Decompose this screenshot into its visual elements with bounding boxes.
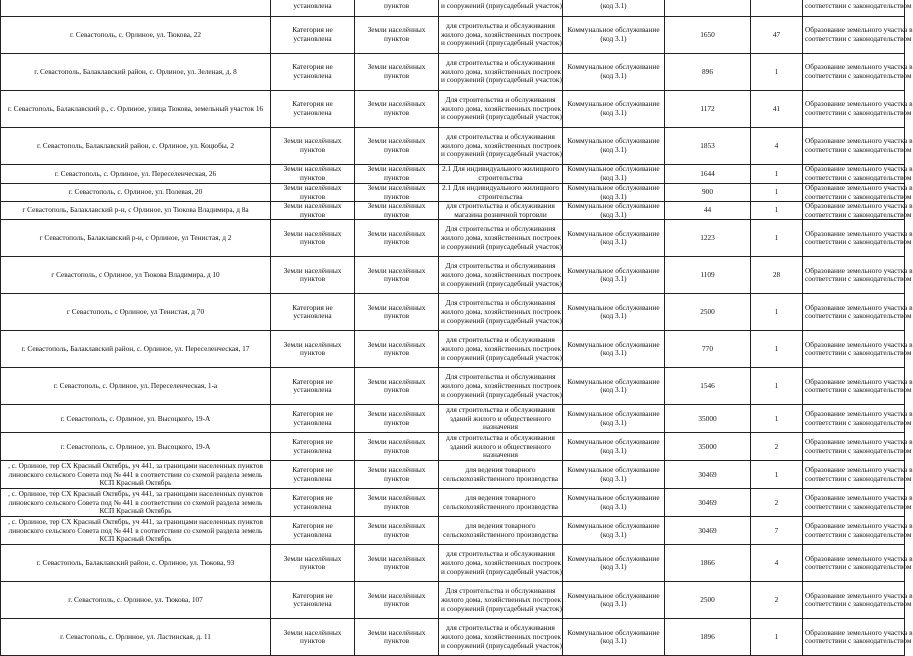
cell-code: Коммунальное обслуживание (код 3.1) xyxy=(563,257,665,294)
cell-use: Для строительства и обслуживания жилого дома, хозяйственных построек и сооружений (приусадебный участок) xyxy=(439,368,563,405)
cell-num: 1 xyxy=(751,461,803,489)
cell-code: Коммунальное обслуживание (код 3.1) xyxy=(563,433,665,461)
cell-code: Коммунальное обслуживание (код 3.1) xyxy=(563,619,665,656)
cell-note: Образование земельного участка в соответствии с законодательством xyxy=(803,202,905,220)
cell-num: 7 xyxy=(751,517,803,545)
cell-address: г. Севастополь, Балаклавский район, с. Орлиное, ул. Переселенческая, 17 xyxy=(1,331,271,368)
cell-code: Коммунальное обслуживание (код 3.1) xyxy=(563,405,665,433)
cell-address: г. Севастополь, с. Орлиное, ул. Ластинская, д. 11 xyxy=(1,619,271,656)
cell-num: 4 xyxy=(751,128,803,165)
cell-use: для строительства и обслуживания жилого дома, хозяйственных построек и сооружений (приусадебный участок) xyxy=(439,128,563,165)
cell-address: г. Севастополь, Балаклавский район, с. Орлиное, ул. Коцюбы, 2 xyxy=(1,128,271,165)
cell-address: г. Севастополь, с. Орлиное, ул. Переселенческая, 26 xyxy=(1,165,271,184)
cell-use: для ведения товарного сельскохозяйственного производства xyxy=(439,517,563,545)
cell-category: Земли населённых пунктов xyxy=(271,128,355,165)
cell-code: Коммунальное обслуживание (код 3.1) xyxy=(563,165,665,184)
cell-category: Категория не установлена xyxy=(271,368,355,405)
cell-num: 1 xyxy=(751,54,803,91)
cell-address xyxy=(1,0,271,17)
cell-category: Земли населённых пунктов xyxy=(271,165,355,184)
table-row xyxy=(1,461,905,489)
cell-code: (код 3.1) xyxy=(563,0,665,17)
cell-address: г Севастополь, с Орлиное, ул Тюкова Владимира, д 10 xyxy=(1,257,271,294)
cell-use: для строительства и обслуживания зданий жилого и общественного назначения xyxy=(439,405,563,433)
cell-category: Земли населённых пунктов xyxy=(271,331,355,368)
cell-kind: Земли населённых пунктов xyxy=(355,619,439,656)
cell-area: 1650 xyxy=(665,17,751,54)
cell-address: г Севастополь, Балаклавский р-н, с Орлиное, ул Тенистая, д 2 xyxy=(1,220,271,257)
cell-address: г Севастополь, с Орлиное, ул Тенистая, д 70 xyxy=(1,294,271,331)
cell-address: г. Севастополь, с. Орлиное, ул. Переселенческая, 1-а xyxy=(1,368,271,405)
cell-num: 2 xyxy=(751,489,803,517)
cell-kind: Земли населённых пунктов xyxy=(355,433,439,461)
cell-use: Для строительства и обслуживания жилого дома, хозяйственных построек и сооружений (приусадебный участок) xyxy=(439,91,563,128)
cell-use: и сооружений (приусадебный участок) xyxy=(439,0,563,17)
cell-use: для строительства и обслуживания жилого дома, хозяйственных построек и сооружений (приусадебный участок) xyxy=(439,54,563,91)
table-row xyxy=(1,17,905,54)
cell-note: Образование земельного участка в соответствии с законодательством xyxy=(803,405,905,433)
cell-num: 2 xyxy=(751,582,803,619)
table-row xyxy=(1,294,905,331)
cell-area: 2500 xyxy=(665,294,751,331)
cell-use: Для строительства и обслуживания жилого дома, хозяйственных построек и сооружений (приусадебный участок) xyxy=(439,294,563,331)
cell-kind: Земли населённых пунктов xyxy=(355,128,439,165)
cell-kind: Земли населённых пунктов xyxy=(355,220,439,257)
table-row xyxy=(1,619,905,656)
cell-area: 35000 xyxy=(665,433,751,461)
cell-area: 1896 xyxy=(665,619,751,656)
cell-num: 1 xyxy=(751,202,803,220)
cell-address: г. Севастополь, с. Орлиное, ул. Высоцкого, 19-А xyxy=(1,433,271,461)
cell-num: 1 xyxy=(751,184,803,202)
cell-address: г. Севастополь, Балаклавский р., с. Орлиное, улица Тюкова, земельный участок 16 xyxy=(1,91,271,128)
cell-note: Образование земельного участка в соответствии с законодательством xyxy=(803,368,905,405)
cell-num: 1 xyxy=(751,405,803,433)
cell-area: 1853 xyxy=(665,128,751,165)
cell-code: Коммунальное обслуживание (код 3.1) xyxy=(563,461,665,489)
cell-code: Коммунальное обслуживание (код 3.1) xyxy=(563,220,665,257)
table-row xyxy=(1,582,905,619)
cell-area: 1109 xyxy=(665,257,751,294)
cell-category: Категория не установлена xyxy=(271,91,355,128)
cell-area: 35000 xyxy=(665,405,751,433)
cell-kind: Земли населённых пунктов xyxy=(355,331,439,368)
cell-note: Образование земельного участка в соответствии с законодательством xyxy=(803,517,905,545)
cell-kind: Земли населённых пунктов xyxy=(355,202,439,220)
table-row-partial xyxy=(1,0,905,17)
cell-code: Коммунальное обслуживание (код 3.1) xyxy=(563,294,665,331)
cell-category: Категория не установлена xyxy=(271,405,355,433)
cell-area: 1644 xyxy=(665,165,751,184)
cell-note: Образование земельного участка в соответствии с законодательством xyxy=(803,331,905,368)
cell-area: 30469 xyxy=(665,517,751,545)
cell-use: для строительства и обслуживания жилого дома, хозяйственных построек и сооружений (приусадебный участок) xyxy=(439,17,563,54)
table-row xyxy=(1,489,905,517)
table-row xyxy=(1,220,905,257)
cell-code: Коммунальное обслуживание (код 3.1) xyxy=(563,517,665,545)
cell-num: 1 xyxy=(751,165,803,184)
table-row xyxy=(1,545,905,582)
cell-note: Образование земельного участка в соответствии с законодательством xyxy=(803,582,905,619)
cell-code: Коммунальное обслуживание (код 3.1) xyxy=(563,582,665,619)
cell-note: Образование земельного участка в соответствии с законодательством xyxy=(803,257,905,294)
cell-area: 30469 xyxy=(665,489,751,517)
cell-address: г. Севастополь, с. Орлиное, ул. Высоцкого, 19-А xyxy=(1,405,271,433)
cell-kind: Земли населённых пунктов xyxy=(355,545,439,582)
cell-kind: Земли населённых пунктов xyxy=(355,405,439,433)
cell-num: 1 xyxy=(751,368,803,405)
cell-address: г. Севастополь, с. Орлиное, ул. Тюкова, 22 xyxy=(1,17,271,54)
cell-address: г. Севастополь, с. Орлиное, ул. Тюкова, 107 xyxy=(1,582,271,619)
cell-kind: Земли населённых пунктов xyxy=(355,184,439,202)
cell-note: Образование земельного участка в соответствии с законодательством xyxy=(803,165,905,184)
cell-note: Образование земельного участка в соответствии с законодательством xyxy=(803,128,905,165)
cell-use: 2.1 Для индивидуального жилищного строительства xyxy=(439,165,563,184)
cell-area: 30469 xyxy=(665,461,751,489)
cell-area xyxy=(665,0,751,17)
cell-use: для строительства и обслуживания магазина розничной торговли xyxy=(439,202,563,220)
table-row xyxy=(1,91,905,128)
cell-area: 1866 xyxy=(665,545,751,582)
cell-category: Земли населённых пунктов xyxy=(271,184,355,202)
cell-num: 2 xyxy=(751,433,803,461)
cell-category: Категория не установлена xyxy=(271,461,355,489)
cell-use: для строительства и обслуживания жилого дома, хозяйственных построек и сооружений (приусадебный участок) xyxy=(439,619,563,656)
cell-num: 4 xyxy=(751,545,803,582)
cell-note: Образование земельного участка в соответствии с законодательством xyxy=(803,461,905,489)
table-row xyxy=(1,517,905,545)
cell-note: Образование земельного участка в соответствии с законодательством xyxy=(803,54,905,91)
cell-kind: Земли населённых пунктов xyxy=(355,517,439,545)
cell-kind: пунктов xyxy=(355,0,439,17)
cell-address: г. Севастополь, Балаклавский район, с. Орлиное, ул. Тюкова, 93 xyxy=(1,545,271,582)
cell-use: для ведения товарного сельскохозяйственного производства xyxy=(439,461,563,489)
cell-category: Земли населённых пунктов xyxy=(271,257,355,294)
cell-category: Категория не установлена xyxy=(271,433,355,461)
table-row xyxy=(1,184,905,202)
cell-note: Образование земельного участка в соответствии с законодательством xyxy=(803,91,905,128)
table-row xyxy=(1,331,905,368)
table-row xyxy=(1,257,905,294)
cell-use: для строительства и обслуживания жилого дома, хозяйственных построек и сооружений (приусадебный участок) xyxy=(439,331,563,368)
cell-num: 47 xyxy=(751,17,803,54)
cell-kind: Земли населённых пунктов xyxy=(355,294,439,331)
cell-kind: Земли населённых пунктов xyxy=(355,489,439,517)
cell-use: для ведения товарного сельскохозяйственного производства xyxy=(439,489,563,517)
cell-use: Для строительства и обслуживания жилого дома, хозяйственных построек и сооружений (приусадебный участок) xyxy=(439,257,563,294)
table-row xyxy=(1,405,905,433)
cell-area: 1546 xyxy=(665,368,751,405)
cell-area: 1172 xyxy=(665,91,751,128)
table-row xyxy=(1,54,905,91)
cell-area: 2500 xyxy=(665,582,751,619)
cell-note: Образование земельного участка в соответствии с законодательством xyxy=(803,545,905,582)
cell-kind: Земли населённых пунктов xyxy=(355,368,439,405)
cell-category: Земли населённых пунктов xyxy=(271,220,355,257)
cell-category: установлена xyxy=(271,0,355,17)
cell-kind: Земли населённых пунктов xyxy=(355,54,439,91)
cell-address: г. Севастополь, с. Орлиное, ул. Полевая, 20 xyxy=(1,184,271,202)
cell-note: Образование земельного участка в соответствии с законодательством xyxy=(803,184,905,202)
cell-address: г. Севастополь, Балаклавский район, с. Орлиное, ул. Зеленая, д. 8 xyxy=(1,54,271,91)
cell-code: Коммунальное обслуживание (код 3.1) xyxy=(563,489,665,517)
cell-use: для строительства и обслуживания зданий жилого и общественного назначения xyxy=(439,433,563,461)
table-row xyxy=(1,202,905,220)
cell-num: 1 xyxy=(751,294,803,331)
cell-code: Коммунальное обслуживание (код 3.1) xyxy=(563,54,665,91)
cell-category: Земли населённых пунктов xyxy=(271,545,355,582)
cell-kind: Земли населённых пунктов xyxy=(355,461,439,489)
cell-kind: Земли населённых пунктов xyxy=(355,165,439,184)
cell-use: 2.1 Для индивидуального жилищного строительства xyxy=(439,184,563,202)
cell-note: соответствии с законодательством xyxy=(803,0,905,17)
cell-note: Образование земельного участка в соответствии с законодательством xyxy=(803,619,905,656)
cell-area: 44 xyxy=(665,202,751,220)
cell-code: Коммунальное обслуживание (код 3.1) xyxy=(563,545,665,582)
table-row xyxy=(1,165,905,184)
cell-num: 1 xyxy=(751,331,803,368)
cell-code: Коммунальное обслуживание (код 3.1) xyxy=(563,184,665,202)
cell-note: Образование земельного участка в соответствии с законодательством xyxy=(803,294,905,331)
cell-num xyxy=(751,0,803,17)
cell-area: 770 xyxy=(665,331,751,368)
cell-num: 28 xyxy=(751,257,803,294)
cell-address: г Севастополь, Балаклавский р-н, с Орлиное, ул Тюкова Владимира, д 8а xyxy=(1,202,271,220)
cell-note: Образование земельного участка в соответствии с законодательством xyxy=(803,17,905,54)
cell-area: 896 xyxy=(665,54,751,91)
cell-address: , с. Орлиное, тер СХ Красный Октябрь, уч 441, за границами населенных пунктов линовского сельского Совета под № 441 в соответствии со схемой раздела земель КСП Красный Октябрь xyxy=(1,517,271,545)
cell-use: для строительства и обслуживания жилого дома, хозяйственных построек и сооружений (приусадебный участок) xyxy=(439,545,563,582)
cell-kind: Земли населённых пунктов xyxy=(355,91,439,128)
table-body xyxy=(1,0,913,656)
cell-category: Категория не установлена xyxy=(271,294,355,331)
cell-category: Земли населённых пунктов xyxy=(271,619,355,656)
cell-code: Коммунальное обслуживание (код 3.1) xyxy=(563,17,665,54)
cell-area: 1223 xyxy=(665,220,751,257)
cell-num: 41 xyxy=(751,91,803,128)
cell-address: , с. Орлиное, тер СХ Красный Октябрь, уч 441, за границами населенных пунктов линовского сельского Совета под № 441 в соответствии со схемой раздела земель КСП Красный Октябрь xyxy=(1,489,271,517)
cell-category: Категория не установлена xyxy=(271,17,355,54)
cell-kind: Земли населённых пунктов xyxy=(355,582,439,619)
cell-category: Земли населённых пунктов xyxy=(271,202,355,220)
table-row xyxy=(1,368,905,405)
cell-note: Образование земельного участка в соответствии с законодательством xyxy=(803,433,905,461)
cell-num: 1 xyxy=(751,220,803,257)
cell-use: Для строительства и обслуживания жилого дома, хозяйственных построек и сооружений (приусадебный участок) xyxy=(439,582,563,619)
cell-code: Коммунальное обслуживание (код 3.1) xyxy=(563,202,665,220)
cell-note: Образование земельного участка в соответствии с законодательством xyxy=(803,489,905,517)
cell-category: Категория не установлена xyxy=(271,582,355,619)
cell-category: Категория не установлена xyxy=(271,54,355,91)
cell-address: , с. Орлиное, тер СХ Красный Октябрь, уч 441, за границами населенных пунктов линовского сельского Совета под № 441 в соответствии со схемой раздела земель КСП Красный Октябрь xyxy=(1,461,271,489)
cell-code: Коммунальное обслуживание (код 3.1) xyxy=(563,91,665,128)
cell-note: Образование земельного участка в соответствии с законодательством xyxy=(803,220,905,257)
table-row xyxy=(1,128,905,165)
cell-kind: Земли населённых пунктов xyxy=(355,17,439,54)
cell-num: 1 xyxy=(751,619,803,656)
cell-kind: Земли населённых пунктов xyxy=(355,257,439,294)
cell-category: Категория не установлена xyxy=(271,489,355,517)
cell-category: Категория не установлена xyxy=(271,517,355,545)
cell-area: 900 xyxy=(665,184,751,202)
cell-use: Для строительства и обслуживания жилого дома, хозяйственных построек и сооружений (приусадебный участок) xyxy=(439,220,563,257)
cell-code: Коммунальное обслуживание (код 3.1) xyxy=(563,128,665,165)
table-row xyxy=(1,433,905,461)
cell-code: Коммунальное обслуживание (код 3.1) xyxy=(563,331,665,368)
cell-code: Коммунальное обслуживание (код 3.1) xyxy=(563,368,665,405)
